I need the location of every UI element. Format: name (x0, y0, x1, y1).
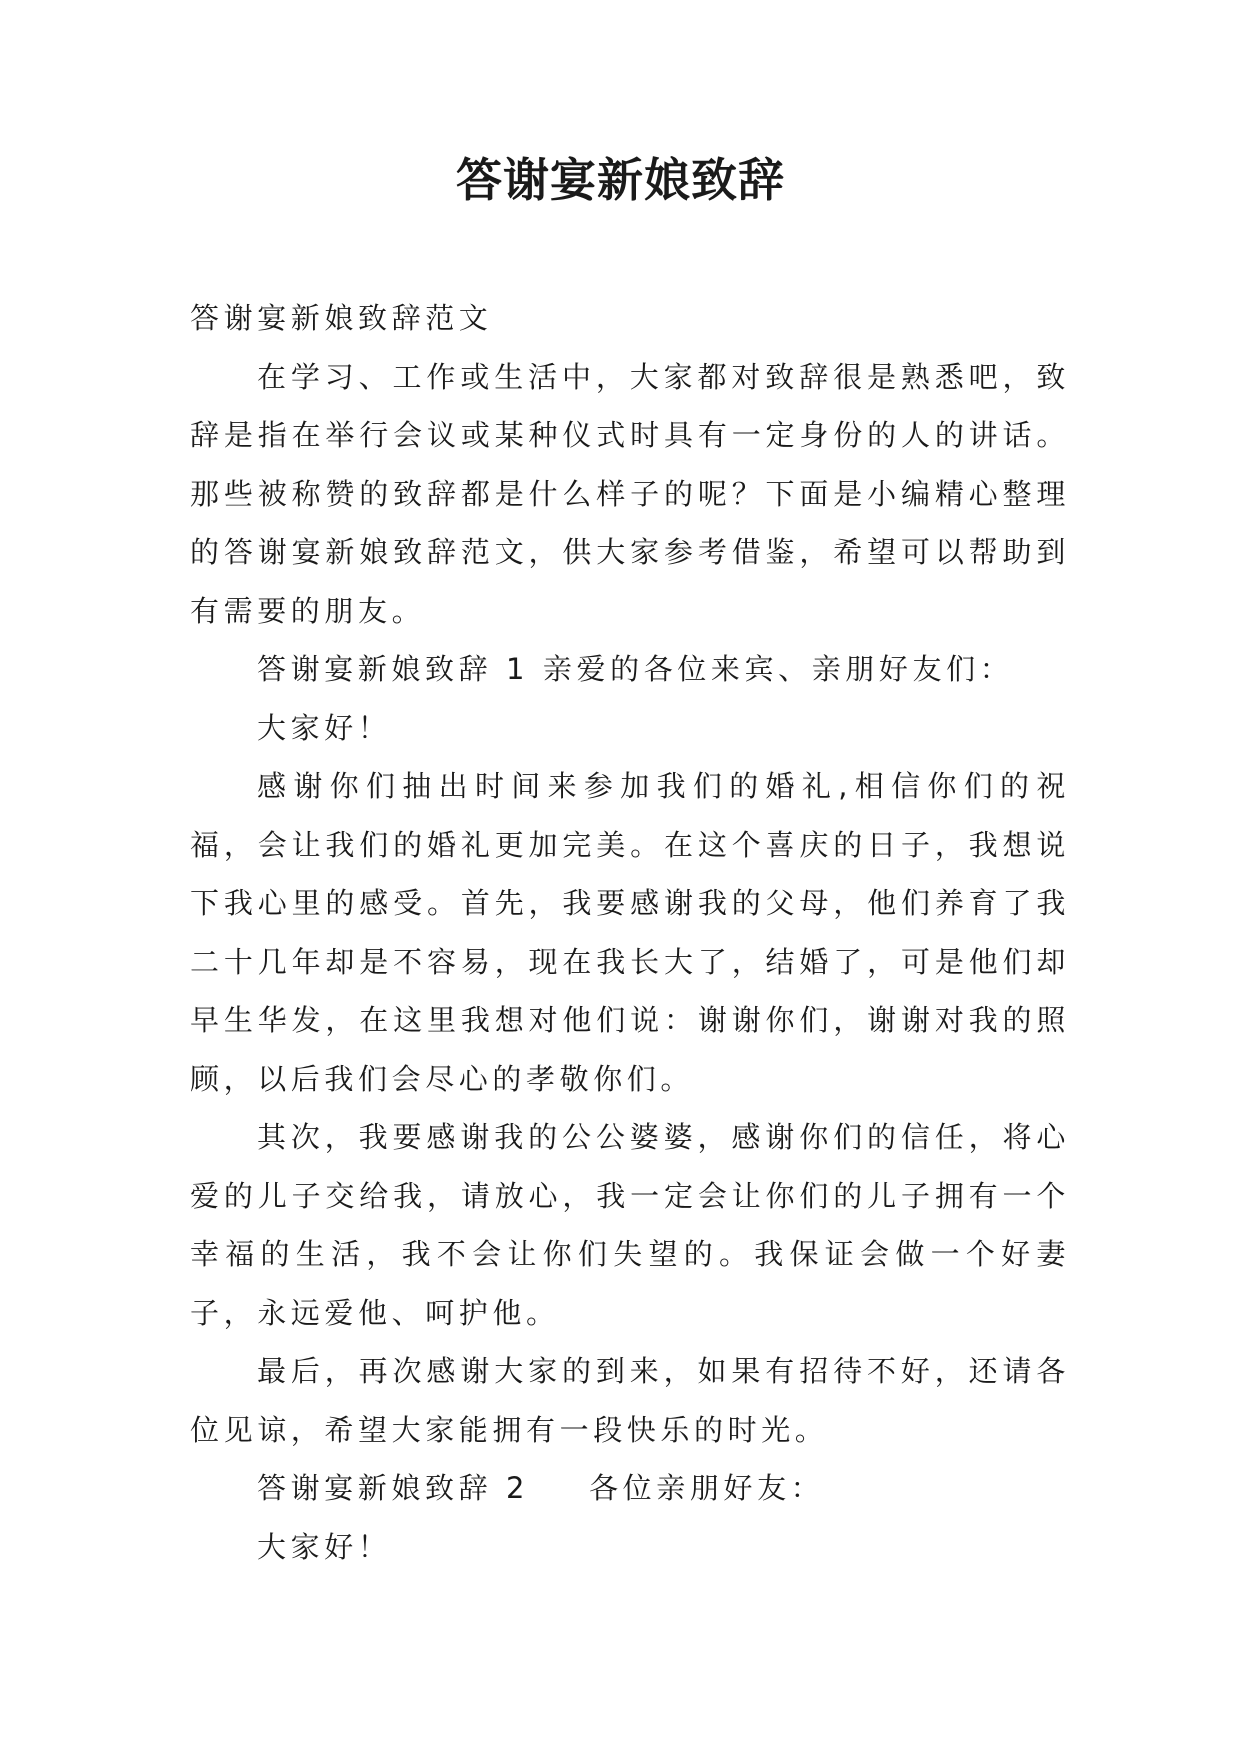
speech-2-heading: 答谢宴新娘致辞 2 (257, 1471, 530, 1505)
speech-1-paragraph-2: 其次，我要感谢我的公公婆婆，感谢你们的信任，将心爱的儿子交给我，请放心，我一定会让你们的儿子拥有一个幸福的生活，我不会让你们失望的。我保证会做一个好妻子，永远爱他、呵护他。 (190, 1120, 1070, 1330)
speech-2-greeting: 大家好！ (257, 1529, 392, 1564)
document-body (190, 289, 1070, 1576)
speech-2-heading-line (190, 1459, 1070, 1518)
speech-2-salutation: 各位亲朋好友： (589, 1471, 825, 1505)
speech-1-heading: 答谢宴新娘致辞 1 亲爱的各位来宾、亲朋好友们： (257, 652, 1014, 686)
intro-paragraph: 在学习、工作或生活中，大家都对致辞很是熟悉吧，致辞是指在举行会议或某种仪式时具有一定身份的人的讲话。那些被称赞的致辞都是什么样子的呢？下面是小编精心整理的答谢宴新娘致辞范文，供大家参考借鉴，希望可以帮助到有需要的朋友。 (190, 359, 1070, 628)
speech-1-greeting: 大家好！ (257, 710, 392, 745)
speech-1-paragraph-3: 最后，再次感谢大家的到来，如果有招待不好，还请各位见谅，希望大家能拥有一段快乐的时光。 (190, 1354, 1070, 1447)
speech-1-paragraph-1: 感谢你们抽出时间来参加我们的婚礼,相信你们的祝福，会让我们的婚礼更加完美。在这个喜庆的日子，我想说下我心里的感受。首先，我要感谢我的父母，他们养育了我二十几年却是不容易，现在我长大了，结婚了，可是他们却早生华发，在这里我想对他们说：谢谢你们，谢谢对我的照顾，以后我们会尽心的孝敬你们。 (190, 769, 1070, 1096)
subtitle-paragraph: 答谢宴新娘致辞范文 (190, 301, 493, 335)
document-title: 答谢宴新娘致辞 (456, 153, 785, 207)
